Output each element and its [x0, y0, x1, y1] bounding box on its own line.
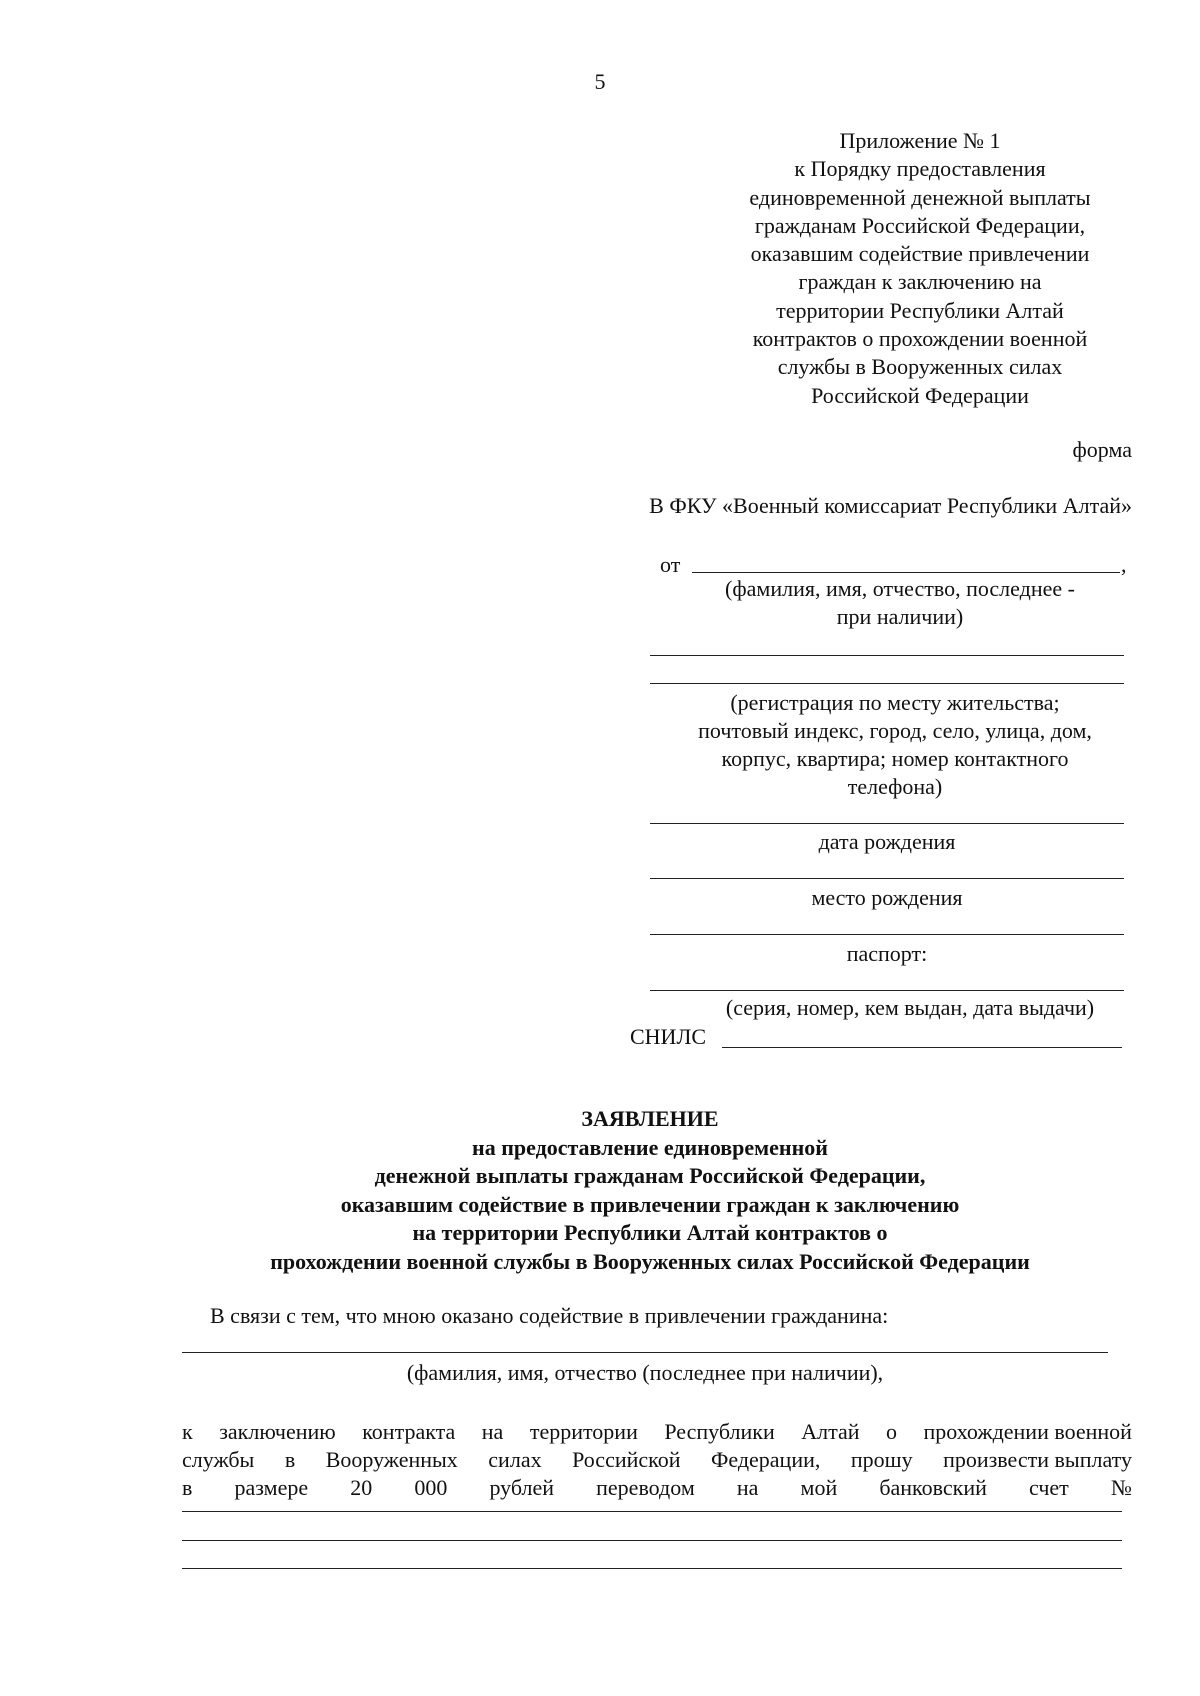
caption-line: корпус, квартира; номер контактного — [721, 746, 1069, 771]
word: Республики — [664, 1419, 775, 1444]
title-line: оказавшим содействие в привлечении граждан к заключению — [340, 1191, 960, 1217]
intro-paragraph: В связи с тем, что мною оказано содействие в привлечении гражданина: — [210, 1303, 889, 1328]
title-line: на предоставление единовременной — [472, 1134, 828, 1160]
word: прошу — [850, 1447, 913, 1472]
word: силах — [488, 1447, 542, 1472]
word: мой — [800, 1475, 838, 1500]
word: на — [736, 1475, 759, 1500]
addressee: В ФКУ «Военный комиссариат Республики Алтай» — [649, 493, 1132, 518]
caption-line: при наличии) — [836, 604, 964, 629]
title-line: на территории Республики Алтай контрактов о — [412, 1220, 888, 1245]
form-label: форма — [1072, 437, 1132, 462]
address-field-line[interactable] — [650, 655, 1124, 656]
body-line — [182, 1418, 1132, 1446]
body-line — [182, 1446, 1132, 1474]
from-label: от — [660, 552, 681, 577]
passport-label: паспорт: — [846, 941, 928, 966]
citizen-name-field-line[interactable] — [182, 1352, 1108, 1353]
caption-line: (фамилия, имя, отчество, последнее - — [725, 576, 1075, 601]
bank-account-field-line[interactable] — [182, 1511, 1122, 1512]
appendix-line: территории Республики Алтай — [776, 297, 1064, 323]
name-field-line[interactable] — [692, 572, 1120, 573]
birth-place-caption: место рождения — [811, 885, 963, 910]
snils-label: СНИЛС — [630, 1024, 707, 1049]
appendix-line: гражданам Российской Федерации, — [754, 212, 1086, 238]
appendix-line: Российской Федерации — [811, 382, 1029, 408]
word: контракта — [362, 1419, 456, 1444]
word: счет — [1029, 1475, 1069, 1500]
word: к — [182, 1419, 193, 1444]
word: рублей — [489, 1475, 555, 1500]
birth-place-field-line[interactable] — [650, 878, 1124, 879]
statement-body — [182, 1418, 1132, 1502]
address-caption — [660, 689, 1130, 801]
word: № — [1110, 1475, 1132, 1500]
passport-caption: (серия, номер, кем выдан, дата выдачи) — [725, 995, 1095, 1020]
word: на — [481, 1419, 504, 1444]
birth-date-field-line[interactable] — [650, 823, 1124, 824]
passport-details-field-line[interactable] — [650, 990, 1124, 991]
comma: , — [1121, 552, 1127, 577]
appendix-line: Приложение № 1 — [839, 128, 1001, 153]
appendix-header — [700, 127, 1140, 410]
word: переводом — [596, 1475, 695, 1500]
word: 20 — [350, 1475, 373, 1500]
citizen-name-caption: (фамилия, имя, отчество (последнее при наличии), — [406, 1360, 884, 1385]
word: территории — [529, 1419, 638, 1444]
bank-account-field-line[interactable] — [182, 1568, 1122, 1569]
appendix-line: граждан к заключению на — [798, 269, 1042, 295]
appendix-line: к Порядку предоставления — [794, 156, 1046, 182]
word: Алтай — [801, 1419, 860, 1444]
title-line: денежной выплаты гражданам Российской Федерации, — [374, 1163, 926, 1188]
birth-date-caption: дата рождения — [818, 829, 956, 854]
passport-field-line[interactable] — [650, 934, 1124, 935]
word: Федерации, — [710, 1447, 821, 1472]
snils-field-line[interactable] — [722, 1047, 1122, 1048]
address-field-line[interactable] — [650, 683, 1124, 684]
caption-line: (регистрация по месту жительства; — [730, 690, 1060, 715]
title-heading: ЗАЯВЛЕНИЕ — [581, 1106, 719, 1131]
page-number: 5 — [594, 69, 606, 94]
word: банковский — [879, 1475, 987, 1500]
appendix-line: службы в Вооруженных силах — [777, 354, 1063, 380]
word: Российской — [572, 1447, 681, 1472]
body-line — [182, 1474, 1132, 1502]
word: Вооруженных — [325, 1447, 458, 1472]
word: 000 — [414, 1475, 448, 1500]
word: в — [182, 1475, 193, 1500]
word: службы — [182, 1447, 255, 1472]
bank-account-field-line[interactable] — [182, 1540, 1122, 1541]
word: в — [284, 1447, 296, 1472]
name-caption — [670, 575, 1130, 631]
appendix-line: единовременной денежной выплаты — [749, 184, 1091, 210]
appendix-line: оказавшим содействие привлечении — [750, 241, 1090, 267]
caption-line: телефона) — [847, 774, 943, 799]
word: произвести выплату — [943, 1447, 1132, 1472]
word: заключению — [219, 1419, 336, 1444]
word: размере — [234, 1475, 309, 1500]
appendix-line: контрактов о прохождении военной — [752, 326, 1088, 352]
caption-line: почтовый индекс, город, село, улица, дом, — [698, 718, 1092, 743]
word: о — [886, 1419, 898, 1444]
application-title — [150, 1105, 1150, 1276]
word: прохождении военной — [923, 1419, 1132, 1444]
title-line: прохождении военной службы в Вооруженных силах Российской Федерации — [270, 1248, 1030, 1274]
